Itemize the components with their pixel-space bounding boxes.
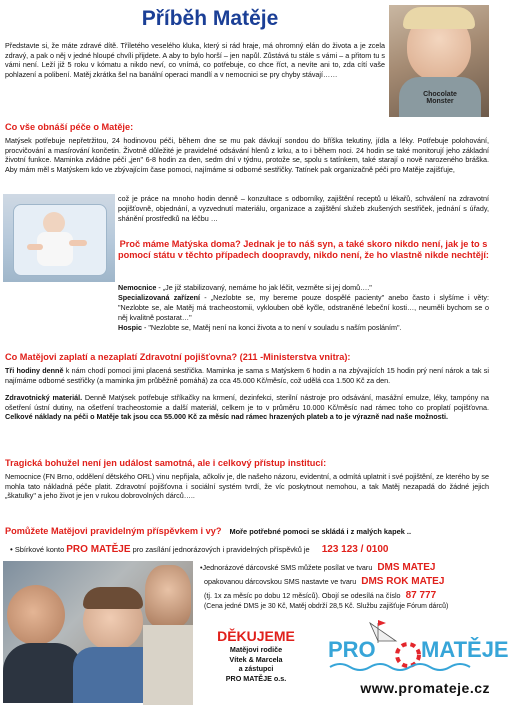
why-home-item: Hospic - "Nezlobte se, Matěj není na konci života a to není v souladu s naším posláním".: [118, 322, 402, 332]
pro-mateje-logo: [320, 617, 509, 675]
help-heading-line: [5, 526, 489, 537]
logo-text-left: PRO: [328, 637, 376, 662]
thanks-heading: DĚKUJEME: [217, 628, 295, 644]
sms-info: [200, 561, 490, 612]
care-paragraph: Matýsek potřebuje nepřetržitou, 24 hodinovou péči, během dne se mu pak dávkují sondou do bříška tekutiny, jídla a léky. Potřebuje polohování, procvičování a masírování končetin. Životně důležité je pravidelné odsávání hlenů z krku, a to i během noci. 24 hodin se také monitorují jeho základní životní funkce. Maminka zvládne péči „jen" 6-8 hodin za den, sedm dní v týdnu, protože se, spolu s tatínkem, také starají o nově narozeného bráška. Aby mám měl s Matýskem kdo ve zbývajícím čase pomoci, najímáme si odborné sestřičky. Tatínek pak organizačně péči pro Matěje zajišťuje,: [5, 136, 489, 174]
signature-line: Matějovi rodiče: [229, 645, 283, 654]
insurance-heading: Co Matějovi zaplatí a nezaplatí Zdravotní pojišťovna? (211 -Ministerstva vnitra):: [5, 352, 351, 362]
care-paragraph-continued: což je práce na mnoho hodin denně – konzultace s odborníky, zajištění receptů u lékařů, schválení na zdravotní pojišťovně, objednání, a vyzvednutí materiálu, organizace a zajištění služeb zkušených sestřiček, jednání s úřady, shánění prostředků na léčbu …: [118, 194, 489, 223]
insurance-paragraph-1: Tři hodiny denně k nám chodí pomoci jimi placená sestřička. Maminka je sama s Matýskem 6 hodin a na zbývajících 15 hodin prý není nárok a tak si najímáme odborné sestřičky (a maminka jim průběžně pomáhá) za cca 45.000 Kč/měsíc, což udělá cca 1.500 Kč za den.: [5, 366, 489, 385]
bank-account-number: 123 123 / 0100: [321, 544, 389, 555]
signature-line: a zástupci: [238, 664, 274, 674]
intro-paragraph: Představte si, že máte zdravé dítě. Tříletého veselého kluka, který si rád hraje, má ohromný elán do života a je zcela zdravý, a pak o něj v jedné hloupé chvíli přijdete. A aby to bylo horší – jen napůl. Zůstává tu stále s vámi – a přitom tu s vámi není. Leží již 5 roku v kómatu a nikdo neví, co vnímá, co potřebuje, co chce říct, a nevíte ani to, zda cítí vaše pohlazení a polibení. Matěj zkrátka šel na banální operaci mandlí a v nemocnici se pry chyby stávají……: [5, 41, 385, 79]
institutions-paragraph: Nemocnice (FN Brno, oddělení dětského ORL) vinu nepřijala, ačkoliv je, dle našeho názoru, evidentní, a odmítá uplatnit i své pojištění, ze kterého by se mohla tato nákladná péče platit. Zdravotní pojišťovna i sociální systém tvrdí, že víc poskytnout nemohou, a tak Matěj nezapadá do žádné jejich „škatulky" a jeho život je jen v rukou dobrovolných dárců…..: [5, 472, 489, 500]
bank-account-name: PRO MATĚJE: [66, 544, 131, 555]
website-link[interactable]: www.promateje.cz: [360, 680, 490, 696]
help-heading: Pomůžete Matějovi pravidelným příspěvkem i vy?: [5, 526, 222, 536]
signature-line: Vítek & Marcela: [229, 654, 283, 664]
why-home-item: Specializovaná zařízení - „Nezlobte se, my bereme pouze dospělé pacienty" anebo často i slyšíme i věty: "Nezlobte se, ale Matěj má tracheostomii, vyklouben obě kyčle, odstraněné lebeční kosti…, neuměli bychom se o něj kvalitně postarat…": [118, 292, 489, 322]
institutions-heading: Tragická bohužel není jen událost samotná, ale i celkový přístup institucí:: [5, 458, 327, 468]
help-tagline: Moře potřebné pomoci se skládá i z malých kapek ..: [229, 527, 412, 536]
sms-code-repeat: DMS ROK MATEJ: [361, 575, 445, 587]
sms-number: 87 777: [405, 589, 437, 601]
sms-line-2: opakovanou dárcovskou SMS nastavte ve tvaru DMS ROK MATEJ: [204, 575, 445, 587]
care-heading: Co vše obnáší péče o Matěje:: [5, 122, 134, 132]
signature-block: [196, 645, 316, 683]
sms-code-single: DMS MATEJ: [377, 562, 436, 573]
bank-account-line: • Sbírkové konto PRO MATĚJE pro zasílání jednorázových i pravidelných příspěvků je 123 123 / 0100: [10, 544, 389, 555]
family-photo: [3, 561, 193, 700]
signature-line: PRO MATĚJE o.s.: [225, 673, 287, 683]
matej-portrait-photo: [389, 5, 489, 117]
why-home-list: [118, 283, 489, 333]
insurance-paragraph-2: Zdravotnický materiál. Denně Matýsek potřebuje stříkačky na krmení, dezinfekci, sterilní nástroje pro odsávání, masážní emulze, léky, tampóny na ošetření ústní dutiny, na ošetření tracheostomie a další materiál, celkem je to v průměru 10.000 Kč/měsíc nad rámec toho co proplatí pojišťovna. Celkové náklady na péči o Matěje tak jsou cca 55.000 Kč za měsíc nad rámec hrazených plateb a to je výrazně nad naše možnosti.: [5, 393, 489, 421]
sms-price-note: (Cena jedné DMS je 30 Kč, Matěj obdrží 28,5 Kč. Službu zajišťuje Fórum dárců): [204, 603, 449, 611]
sms-line-1: •Jednorázové dárcovské SMS můžete posílat ve tvaru DMS MATEJ: [200, 562, 436, 573]
page-title: Příběh Matěje: [141, 7, 279, 30]
matej-on-mat-photo: [3, 194, 115, 282]
shirt-print: Chocolate Monster: [423, 91, 457, 105]
logo-text-right: MATĚJE: [421, 637, 509, 662]
why-home-item: Nemocnice - „Je již stabilizovaný, nemáme ho jak léčit, vezměte si jej domů….": [118, 283, 372, 292]
why-home-heading: Proč máme Matýska doma? Jednak je to náš syn, a také skoro nikdo není, jak je to s pomocí státu v těchto případech doopravdy, nikdo není, že ho vlastně nikde nechtějí:: [118, 239, 489, 260]
sms-line-3: (tj. 1x za měsíc po dobu 12 měsíců). Obojí se odesílá na číslo 87 777: [204, 589, 437, 601]
